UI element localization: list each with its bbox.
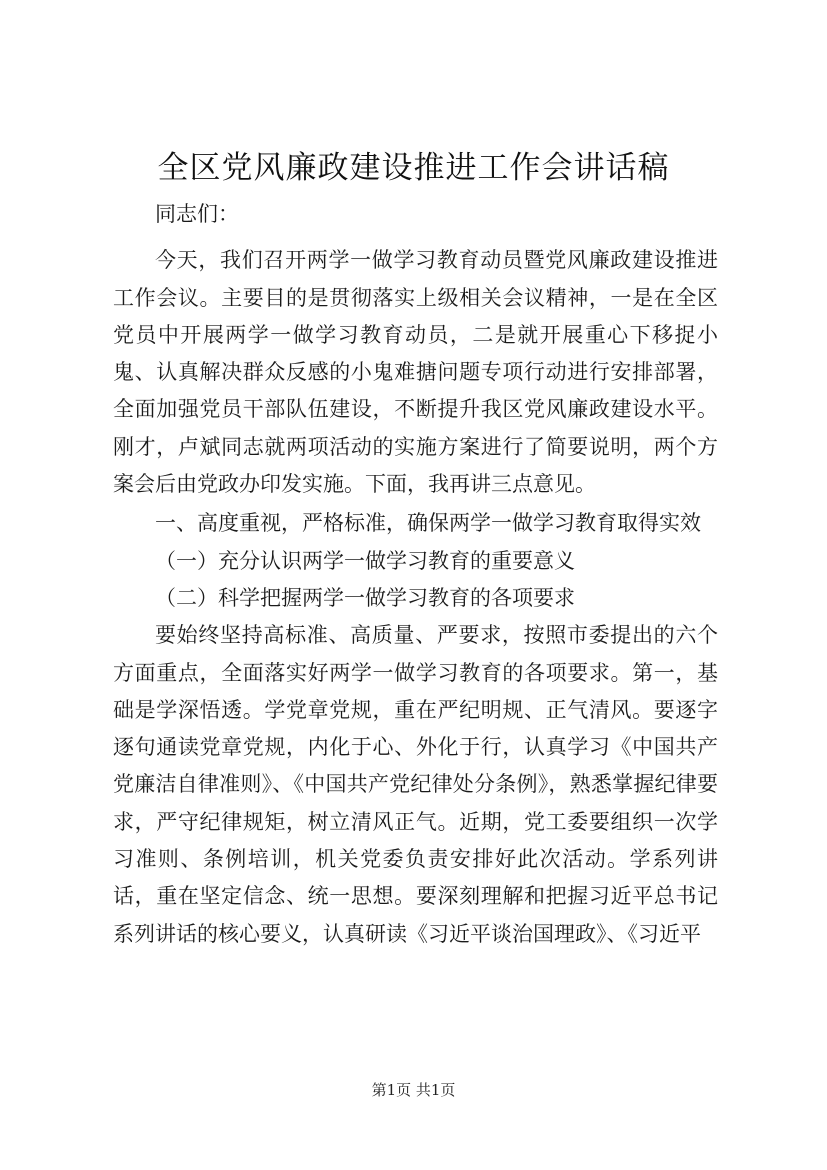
page-footer: 第1页 共1页 — [371, 1081, 456, 1099]
salutation: 同志们： — [155, 202, 239, 226]
document-title: 全区党风廉政建设推进工作会讲话稿 — [157, 150, 670, 186]
paragraph-intro: 今天，我们召开两学一做学习教育动员暨党风廉政建设推进工作会议。主要目的是贯彻落实上级相关会议精神，一是在全区党员中开展两学一做学习教育动员，二是就开展重心下移捉小鬼、认真解决群众反感的小鬼难搪问题专项行动进行安排部署，全面加强党员干部队伍建设，不断提升我区党风廉政建设水平。刚才，卢斌同志就两项活动的实施方案进行了简要说明，两个方案会后由党政办印发实施。下面，我再讲三点意见。 — [113, 248, 718, 497]
subsection-heading-2: （二）科学把握两学一做学习教育的各项要求 — [155, 585, 575, 610]
paragraph-requirements: 要始终坚持高标准、高质量、严要求，按照市委提出的六个方面重点，全面落实好两学一做学习教育的各项要求。第一，基础是学深悟透。学党章党规，重在严纪明规、正气清风。要逐字逐句通读党章党规，内化于心、外化于行，认真学习《中国共产党廉洁自律准则》、《中国共产党纪律处分条例》，熟悉掌握纪律要求，严守纪律规矩，树立清风正气。近期，党工委要组织一次学习准则、条例培训，机关党委负责安排好此次活动。学系列讲话，重在坚定信念、统一思想。要深刻理解和把握习近平总书记系列讲话的核心要义，认真研读《习近平谈治国理政》、《习近平 — [113, 623, 718, 946]
document-body — [113, 196, 718, 953]
subsection-heading-1: （一）充分认识两学一做学习教育的重要意义 — [155, 548, 575, 573]
section-heading-1: 一、高度重视，严格标准，确保两学一做学习教育取得实效 — [155, 511, 701, 536]
